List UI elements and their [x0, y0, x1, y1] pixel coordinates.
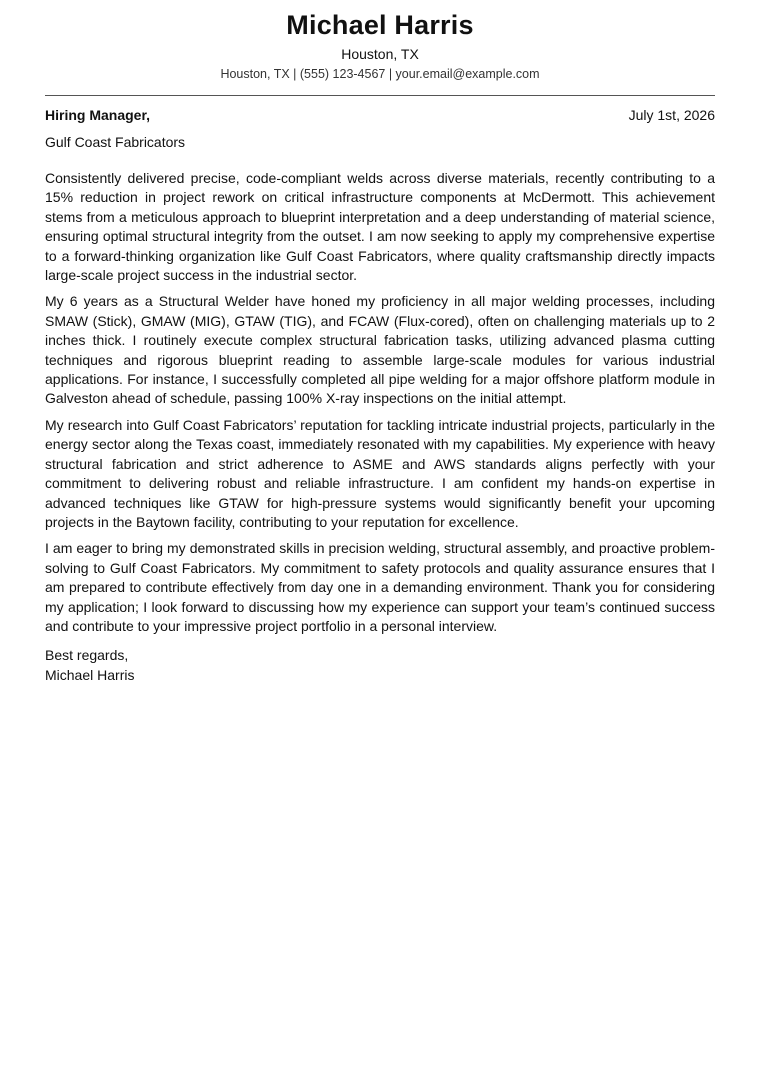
- closing-phrase: Best regards,: [45, 647, 129, 664]
- letter-body: [45, 169, 715, 636]
- body-paragraph-3: My research into Gulf Coast Fabricators’ reputation for tackling intricate industrial projects, particularly in the energy sector along the Texas coast, immediately resonated with my capabilities. My experience with heavy structural fabrication and strict adherence to ASME and AWS standards aligns perfectly with your commitment to delivering robust and reliable infrastructure. I am confident my hands-on expertise in advanced techniques like GTAW for high-pressure systems would significantly benefit your upcoming projects in the Baytown facility, contributing to your reputation for excellence.: [45, 416, 715, 530]
- body-paragraph-2: My 6 years as a Structural Welder have honed my proficiency in all major welding processes, including SMAW (Stick), GMAW (MIG), GTAW (TIG), and FCAW (Flux-cored), often on challenging materials up to 2 inches thick. I routinely execute complex structural fabrication tasks, utilizing advanced plasma cutting techniques and rigorous blueprint reading to assemble large-scale modules for various industrial applications. For instance, I successfully completed all pipe welding for a major offshore platform module in Galveston ahead of schedule, passing 100% X-ray inspections on the initial attempt.: [45, 293, 715, 407]
- letter-closing-block: [45, 646, 715, 685]
- contact-line: Houston, TX | (555) 123-4567 | your.email@example.com: [220, 67, 540, 81]
- recipient-date-row: [45, 106, 715, 124]
- applicant-location: Houston, TX: [341, 46, 419, 62]
- body-paragraph-1: Consistently delivered precise, code-compliant welds across diverse materials, recently contributing to a 15% reduction in project rework on critical infrastructure components at McDermott. This achievement stems from a meticulous approach to blueprint interpretation and a deep understanding of material science, ensuring optimal structural integrity from the outset. I am now seeking to apply my comprehensive expertise to a forward-thinking organization like Gulf Coast Fabricators, where quality craftsmanship directly impacts large-scale project success in the industrial sector.: [45, 170, 715, 284]
- body-paragraph-4: I am eager to bring my demonstrated skills in precision welding, structural assembly, and proactive problem-solving to Gulf Coast Fabricators. My commitment to safety protocols and quality assurance ensures that I am prepared to contribute effectively from day one in a demanding environment. Thank you for considering my application; I look forward to discussing how my experience can support your team’s continued success and contribute to your impressive project portfolio in a personal interview.: [45, 540, 715, 634]
- recipient-company: Gulf Coast Fabricators: [45, 134, 186, 150]
- recipient-salutation: Hiring Manager,: [45, 107, 151, 123]
- applicant-name: Michael Harris: [286, 10, 474, 40]
- signature-name: Michael Harris: [45, 666, 135, 683]
- letter-date: July 1st, 2026: [628, 107, 715, 123]
- header-divider: [45, 95, 715, 96]
